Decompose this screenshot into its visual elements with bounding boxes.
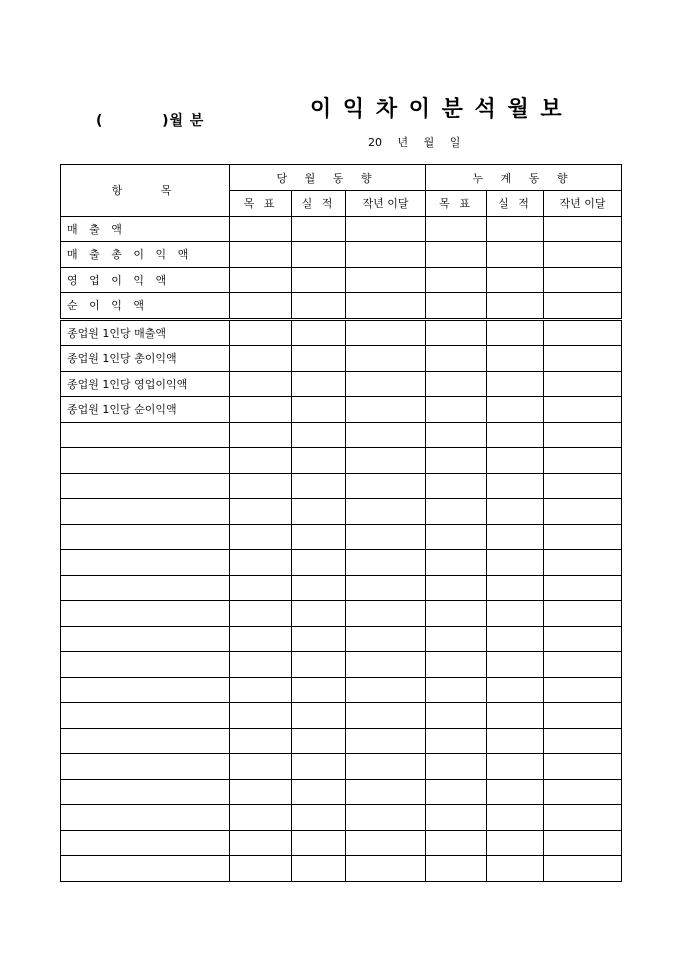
- table-row: [61, 319, 622, 346]
- table-cell: [426, 293, 487, 320]
- table-cell: [230, 422, 292, 448]
- row-label: [61, 626, 230, 652]
- table-cell: [346, 652, 426, 678]
- date-line: 20 년 월 일: [368, 136, 461, 149]
- table-cell: [426, 626, 487, 652]
- table-cell: [292, 652, 346, 678]
- table-cell: [230, 728, 292, 754]
- table-cell: [292, 422, 346, 448]
- table-cell: [426, 448, 487, 474]
- table-cell: [346, 293, 426, 320]
- table-cell: [426, 242, 487, 268]
- analysis-table: [60, 164, 622, 882]
- table-cell: [426, 703, 487, 729]
- table-cell: [230, 267, 292, 293]
- table-cell: [292, 216, 346, 242]
- table-cell: [230, 499, 292, 525]
- table-cell: [544, 524, 622, 550]
- table-cell: [426, 652, 487, 678]
- table-cell: [346, 346, 426, 372]
- table-cell: [230, 805, 292, 831]
- row-label: 종업원 1인당 순이익액: [61, 397, 230, 423]
- table-cell: [346, 397, 426, 423]
- table-cell: [487, 703, 544, 729]
- table-cell: [292, 754, 346, 780]
- row-label: [61, 499, 230, 525]
- table-cell: [346, 242, 426, 268]
- table-cell: [346, 422, 426, 448]
- col-target-current: 목 표: [230, 191, 292, 217]
- table-cell: [346, 319, 426, 346]
- table-cell: [544, 601, 622, 627]
- table-cell: [426, 830, 487, 856]
- table-cell: [544, 293, 622, 320]
- table-cell: [292, 267, 346, 293]
- table-cell: [487, 575, 544, 601]
- table-cell: [487, 346, 544, 372]
- table-cell: [230, 626, 292, 652]
- table-cell: [487, 754, 544, 780]
- table-cell: [346, 830, 426, 856]
- table-cell: [292, 293, 346, 320]
- table-cell: [426, 856, 487, 882]
- table-cell: [487, 267, 544, 293]
- table-cell: [346, 728, 426, 754]
- table-cell: [426, 524, 487, 550]
- table-cell: [544, 779, 622, 805]
- table-cell: [487, 422, 544, 448]
- table-cell: [230, 601, 292, 627]
- table-cell: [544, 728, 622, 754]
- table-cell: [544, 652, 622, 678]
- table-cell: [487, 242, 544, 268]
- table-cell: [346, 805, 426, 831]
- table-cell: [426, 397, 487, 423]
- row-label: 순 이 익 액: [61, 293, 230, 320]
- row-label: [61, 524, 230, 550]
- table-row: [61, 346, 622, 372]
- table-cell: [487, 601, 544, 627]
- table-cell: [544, 754, 622, 780]
- month-label: ( )월 분: [96, 113, 205, 129]
- table-cell: [292, 473, 346, 499]
- row-label: 매 출 총 이 익 액: [61, 242, 230, 268]
- row-label: [61, 856, 230, 882]
- table-cell: [230, 242, 292, 268]
- table-cell: [346, 575, 426, 601]
- row-label: [61, 805, 230, 831]
- col-last-year-current: 작년 이달: [346, 191, 426, 217]
- table-cell: [426, 422, 487, 448]
- table-cell: [487, 397, 544, 423]
- table-row: [61, 448, 622, 474]
- current-month-group-header: 당 월 동 향: [230, 165, 426, 191]
- table-row: [61, 626, 622, 652]
- col-actual-current: 실 적: [292, 191, 346, 217]
- table-cell: [230, 652, 292, 678]
- table-cell: [544, 856, 622, 882]
- table-cell: [544, 371, 622, 397]
- table-cell: [230, 473, 292, 499]
- table-cell: [426, 677, 487, 703]
- table-row: [61, 216, 622, 242]
- table-cell: [346, 703, 426, 729]
- table-cell: [230, 703, 292, 729]
- table-cell: [292, 397, 346, 423]
- table-cell: [487, 677, 544, 703]
- table-cell: [292, 575, 346, 601]
- table-cell: [346, 677, 426, 703]
- row-label: [61, 473, 230, 499]
- table-cell: [544, 473, 622, 499]
- table-cell: [544, 703, 622, 729]
- table-cell: [487, 524, 544, 550]
- col-actual-cumulative: 실 적: [487, 191, 544, 217]
- table-cell: [426, 601, 487, 627]
- row-label: [61, 652, 230, 678]
- table-cell: [230, 779, 292, 805]
- table-cell: [544, 397, 622, 423]
- table-cell: [426, 499, 487, 525]
- table-cell: [426, 216, 487, 242]
- row-label: [61, 422, 230, 448]
- table-cell: [292, 856, 346, 882]
- table-cell: [230, 448, 292, 474]
- table-cell: [230, 677, 292, 703]
- table-cell: [544, 499, 622, 525]
- table-cell: [544, 626, 622, 652]
- table-cell: [230, 754, 292, 780]
- table-row: [61, 856, 622, 882]
- table-cell: [426, 779, 487, 805]
- table-cell: [346, 601, 426, 627]
- table-row: [61, 293, 622, 320]
- table-cell: [544, 422, 622, 448]
- table-cell: [230, 830, 292, 856]
- table-cell: [292, 524, 346, 550]
- row-label: [61, 677, 230, 703]
- table-cell: [230, 397, 292, 423]
- table-cell: [544, 267, 622, 293]
- table-row: [61, 499, 622, 525]
- table-cell: [487, 805, 544, 831]
- table-row: [61, 728, 622, 754]
- table-cell: [544, 448, 622, 474]
- table-cell: [292, 728, 346, 754]
- row-label: [61, 550, 230, 576]
- table-cell: [230, 216, 292, 242]
- table-cell: [292, 319, 346, 346]
- row-label: 종업원 1인당 매출액: [61, 319, 230, 346]
- table-cell: [544, 550, 622, 576]
- table-cell: [426, 319, 487, 346]
- table-cell: [487, 448, 544, 474]
- report-title: 이 익 차 이 분 석 월 보: [310, 96, 564, 122]
- table-cell: [426, 346, 487, 372]
- table-cell: [487, 293, 544, 320]
- table-cell: [544, 677, 622, 703]
- table-cell: [346, 524, 426, 550]
- table-cell: [346, 626, 426, 652]
- col-target-cumulative: 목 표: [426, 191, 487, 217]
- row-label: 종업원 1인당 총이익액: [61, 346, 230, 372]
- table-cell: [346, 448, 426, 474]
- table-cell: [487, 371, 544, 397]
- table-cell: [346, 371, 426, 397]
- table-row: [61, 677, 622, 703]
- table-cell: [292, 346, 346, 372]
- row-label: [61, 448, 230, 474]
- table-cell: [544, 805, 622, 831]
- table-cell: [487, 652, 544, 678]
- table-cell: [292, 779, 346, 805]
- table-cell: [426, 550, 487, 576]
- table-cell: [346, 550, 426, 576]
- table-cell: [487, 473, 544, 499]
- table-row: [61, 267, 622, 293]
- table-cell: [230, 856, 292, 882]
- table-cell: [292, 371, 346, 397]
- table-row: [61, 754, 622, 780]
- table-cell: [230, 575, 292, 601]
- table-cell: [230, 550, 292, 576]
- table-cell: [292, 830, 346, 856]
- table-row: [61, 397, 622, 423]
- col-last-year-cumulative: 작년 이달: [544, 191, 622, 217]
- row-label: [61, 754, 230, 780]
- table-cell: [487, 626, 544, 652]
- row-label: 영 업 이 익 액: [61, 267, 230, 293]
- row-label: [61, 703, 230, 729]
- table-body: [61, 216, 622, 881]
- row-label: [61, 601, 230, 627]
- table-cell: [426, 575, 487, 601]
- table-row: [61, 652, 622, 678]
- table-row: [61, 242, 622, 268]
- table-cell: [487, 856, 544, 882]
- row-label: 매 출 액: [61, 216, 230, 242]
- table-cell: [292, 805, 346, 831]
- table-row: [61, 473, 622, 499]
- row-label: [61, 830, 230, 856]
- table-cell: [346, 779, 426, 805]
- table-cell: [346, 216, 426, 242]
- table-cell: [544, 242, 622, 268]
- table-cell: [487, 499, 544, 525]
- table-cell: [487, 728, 544, 754]
- item-column-header: 항 목: [61, 165, 230, 217]
- table-cell: [292, 601, 346, 627]
- table-cell: [544, 216, 622, 242]
- table-cell: [487, 779, 544, 805]
- table-row: [61, 805, 622, 831]
- table-cell: [487, 319, 544, 346]
- table-cell: [346, 754, 426, 780]
- table-cell: [292, 242, 346, 268]
- table-cell: [426, 805, 487, 831]
- row-label: [61, 575, 230, 601]
- table-cell: [292, 703, 346, 729]
- row-label: [61, 779, 230, 805]
- table-cell: [230, 293, 292, 320]
- table-cell: [346, 856, 426, 882]
- table-row: [61, 779, 622, 805]
- table-row: [61, 830, 622, 856]
- table-cell: [346, 499, 426, 525]
- cumulative-group-header: 누 계 동 향: [426, 165, 622, 191]
- table-cell: [292, 626, 346, 652]
- table-cell: [426, 267, 487, 293]
- table-cell: [487, 216, 544, 242]
- table-row: [61, 422, 622, 448]
- table-cell: [292, 499, 346, 525]
- table-cell: [544, 830, 622, 856]
- table-cell: [544, 346, 622, 372]
- table-cell: [292, 448, 346, 474]
- table-row: [61, 550, 622, 576]
- row-label: 종업원 1인당 영업이익액: [61, 371, 230, 397]
- row-label: [61, 728, 230, 754]
- table-cell: [230, 346, 292, 372]
- table-row: [61, 601, 622, 627]
- table-cell: [230, 524, 292, 550]
- table-row: [61, 524, 622, 550]
- table-cell: [426, 754, 487, 780]
- table-cell: [292, 550, 346, 576]
- table-cell: [346, 267, 426, 293]
- table-cell: [426, 371, 487, 397]
- table-cell: [487, 550, 544, 576]
- table-cell: [544, 319, 622, 346]
- table-cell: [292, 677, 346, 703]
- table-cell: [230, 319, 292, 346]
- table-cell: [346, 473, 426, 499]
- table-row: [61, 703, 622, 729]
- table-cell: [230, 371, 292, 397]
- table-row: [61, 371, 622, 397]
- table-cell: [487, 830, 544, 856]
- table-cell: [426, 728, 487, 754]
- table-cell: [426, 473, 487, 499]
- table-cell: [544, 575, 622, 601]
- table-row: [61, 575, 622, 601]
